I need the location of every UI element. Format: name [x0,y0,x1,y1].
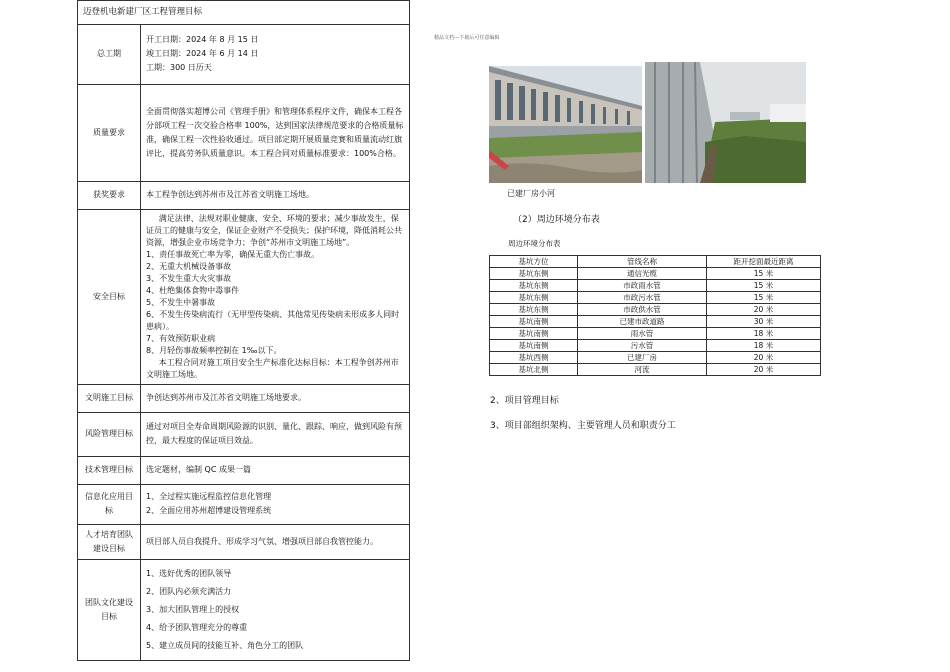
team-item: 5、建立成员间的技能互补、角色分工的团队 [146,640,304,650]
table-row [490,340,821,352]
env-heading: （2）周边环境分布表 [513,215,600,225]
schedule-row [78,24,410,84]
table-row [490,352,821,364]
table-cell: 20 米 [707,364,821,376]
safety-item: 1、责任事故死亡率为零，确保无重大伤亡事故。 [146,249,320,259]
river-photo [645,62,806,183]
table-row [490,364,821,376]
safety-label: 安全目标 [78,209,141,384]
schedule-label: 总工期 [78,24,141,84]
risk-label: 风险管理目标 [78,412,141,456]
table-cell: 基坑东侧 [490,280,578,292]
factory-photo [489,66,642,183]
start-date: 开工日期：2024 年 8 月 15 日 [146,35,259,45]
table-cell: 18 米 [707,340,821,352]
team-item: 2、团队内必须充满活力 [146,586,232,596]
info-content [141,484,410,524]
tech-text: 选定题材，编制 QC 成果一篇 [141,456,410,484]
safety-item: 5、不发生中暑事故 [146,297,216,307]
info-row [78,484,410,524]
tech-label: 技术管理目标 [78,456,141,484]
quality-label: 质量要求 [78,84,141,181]
table-cell: 基坑北侧 [490,364,578,376]
safety-item: 6、不发生传染病流行（无甲型传染病、其他常见传染病未形成多人同时患病）。 [146,309,400,331]
info-item: 1、全过程实施远程监控信息化管理 [146,492,272,502]
safety-content [141,209,410,384]
award-label: 获奖要求 [78,181,141,209]
safety-item: 3、不发生重大火灾事故 [146,273,232,283]
table-cell: 河流 [578,364,707,376]
table-header-row [490,256,821,268]
table-row [490,328,821,340]
table-cell: 20 米 [707,304,821,316]
table-caption: 周边环境分布表 [508,239,561,248]
table-cell: 市政雨水管 [578,280,707,292]
award-row [78,181,410,209]
table-cell: 基坑南侧 [490,316,578,328]
talent-label: 人才培育团队建设目标 [78,524,141,559]
table-cell: 30 米 [707,316,821,328]
civilized-row [78,384,410,412]
table-row [490,280,821,292]
table-row [490,316,821,328]
table-cell: 基坑东侧 [490,304,578,316]
civilized-text: 争创达到苏州市及江苏省文明施工场地要求。 [141,384,410,412]
award-text: 本工程争创达到苏州市及江苏省文明施工场地。 [141,181,410,209]
table-cell: 通信光缆 [578,268,707,280]
table-cell: 基坑南侧 [490,340,578,352]
table-cell: 15 米 [707,280,821,292]
table-cell: 雨水管 [578,328,707,340]
safety-intro: 满足法律、法规对职业健康、安全、环境的要求；减少事故发生，保证员工的健康与安全，保证企业财产不受损失；保护环境，降低消耗公共资源，增强企业市场竞争力；争创“苏州市文明施工场地”。 [146,213,402,247]
safety-row [78,209,410,384]
team-row [78,559,410,660]
talent-row [78,524,410,559]
column-header: 基坑方位 [490,256,578,268]
team-item: 4、给予团队管理充分的尊重 [146,622,248,632]
risk-text: 通过对项目全寿命周期风险源的识别、量化、跟踪、响应，做到风险有预控，最大程度的保证项目效益。 [141,412,410,456]
safety-item: 7、有效预防职业病 [146,333,216,343]
table-cell: 市政供水管 [578,304,707,316]
table-cell: 基坑东侧 [490,292,578,304]
civilized-label: 文明施工目标 [78,384,141,412]
info-label: 信息化应用目标 [78,484,141,524]
table-cell: 已建厂房 [578,352,707,364]
team-label: 团队文化建设目标 [78,559,141,660]
section-heading-3: 3、项目部组织架构、主要管理人员和职责分工 [490,421,676,431]
management-targets-table [77,0,410,661]
safety-closing: 本工程合同对施工项目安全生产标准化达标目标：本工程争创苏州市文明施工场地。 [146,357,399,379]
table-cell: 15 米 [707,292,821,304]
table-title-row [78,1,410,25]
info-item: 2、全面应用苏州超博建设管理系统 [146,506,272,516]
table-cell: 市政污水管 [578,292,707,304]
environment-table [489,255,821,376]
table-row [490,268,821,280]
table-cell: 20 米 [707,352,821,364]
team-content [141,559,410,660]
table-title: 迈登机电新建厂区工程管理目标 [78,1,410,25]
schedule-content [141,24,410,84]
table-cell: 15 米 [707,268,821,280]
team-item: 1、选好优秀的团队领导 [146,568,232,578]
tech-row [78,456,410,484]
watermark: 精品文档---下载后可任意编辑 [434,35,500,41]
safety-item: 8、月轻伤事故频率控制在 1‰以下。 [146,345,282,355]
quality-row [78,84,410,181]
table-cell: 18 米 [707,328,821,340]
column-header: 管线名称 [578,256,707,268]
talent-text: 项目部人员自我提升、形成学习气氛、增强项目部自我管控能力。 [141,524,410,559]
quality-text: 全面贯彻落实超博公司《管理手册》和管理体系程序文件，确保本工程各分部项工程一次交验合格率 100%，达到国家法律规范要求的合格质量标准，确保工程一次性验收通过。项目部定期开展质量竞赛和质量流动红旗评比，提高劳务队质量意识。本工程合同对质量标准要求：100%合格。 [141,84,410,181]
team-item: 3、加大团队管理上的授权 [146,604,240,614]
end-date: 竣工日期：2024 年 6 月 14 日 [146,49,259,59]
table-cell: 基坑西侧 [490,352,578,364]
section-heading-2: 2、项目管理目标 [490,396,559,406]
table-cell: 已建市政道路 [578,316,707,328]
table-cell: 污水管 [578,340,707,352]
photo-caption: 已建厂房小河 [507,189,555,198]
table-cell: 基坑南侧 [490,328,578,340]
table-row [490,292,821,304]
table-cell: 基坑东侧 [490,268,578,280]
column-header: 距开挖面最近距离 [707,256,821,268]
safety-item: 4、杜绝集体食物中毒事件 [146,285,240,295]
risk-row [78,412,410,456]
safety-item: 2、无重大机械设备事故 [146,261,232,271]
table-row [490,304,821,316]
duration: 工期：300 日历天 [146,63,212,73]
